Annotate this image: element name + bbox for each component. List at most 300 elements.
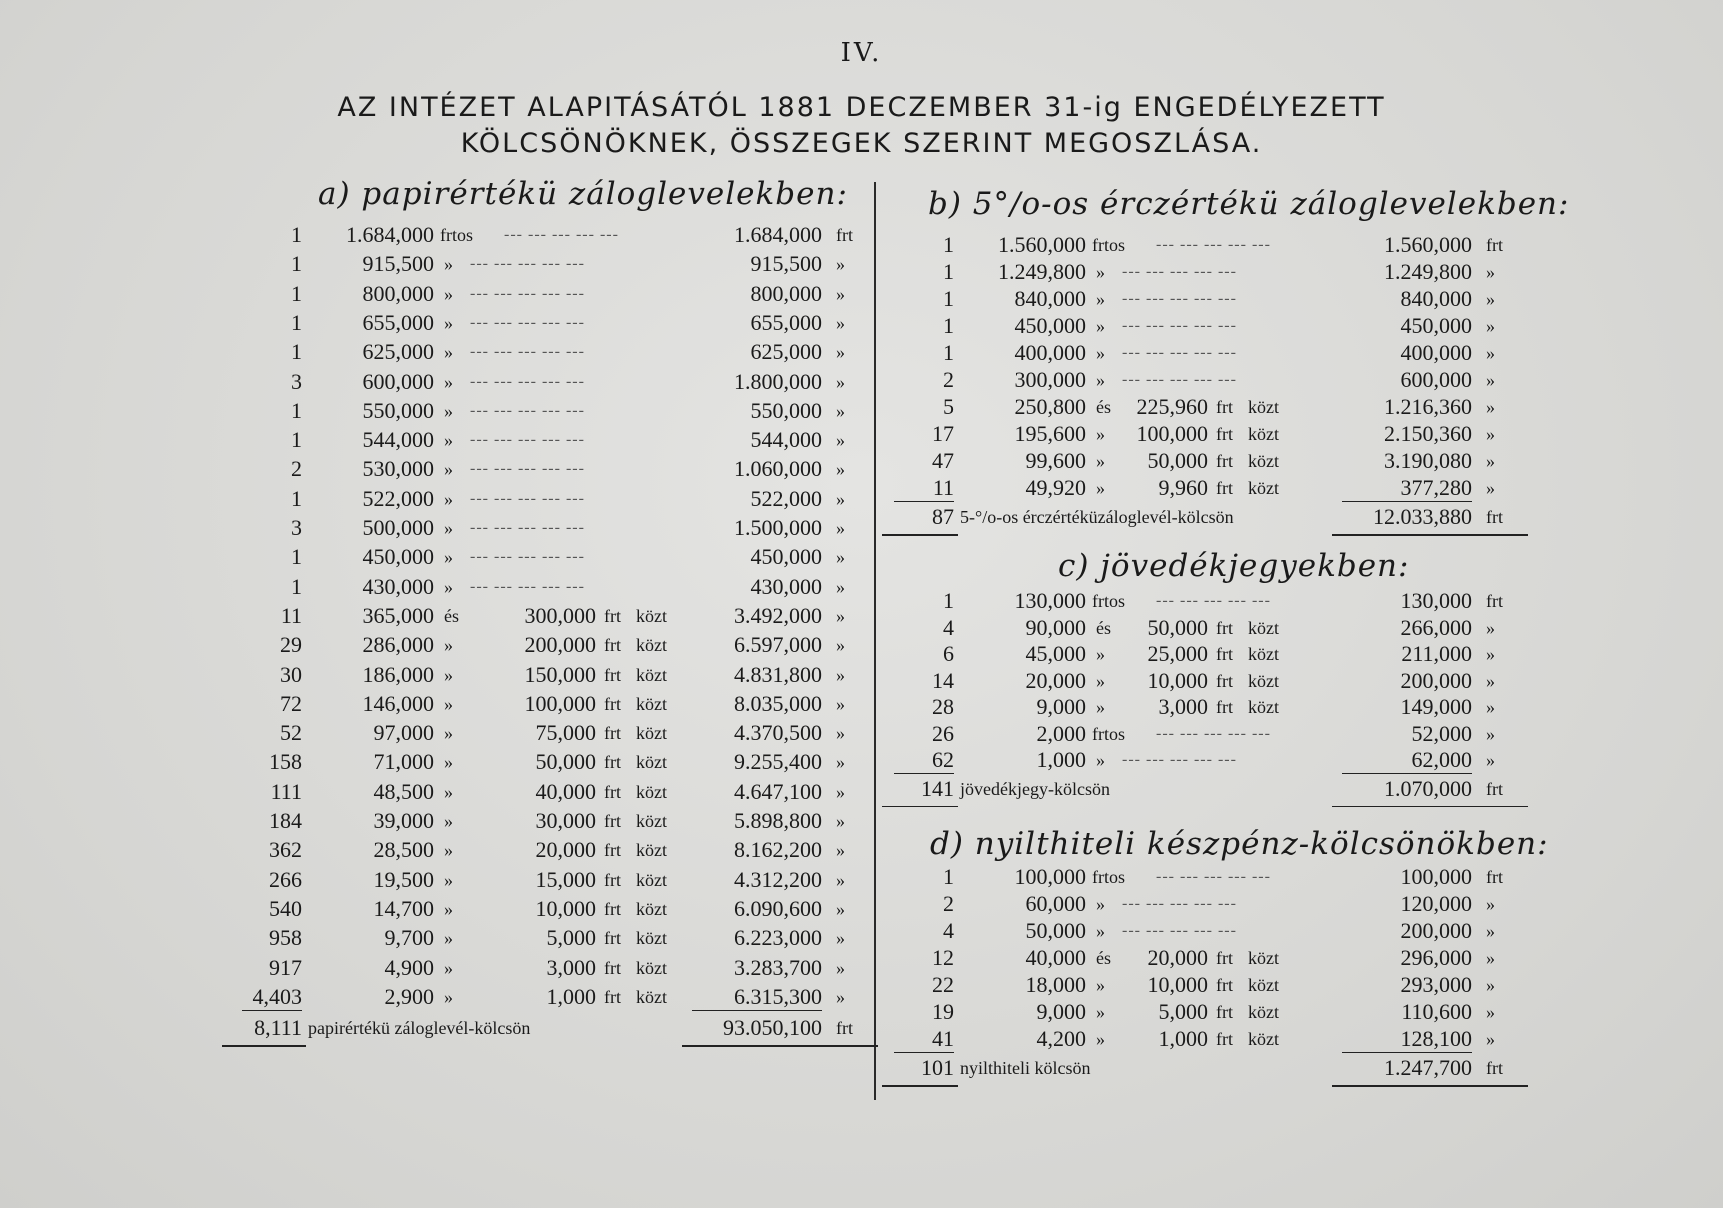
row-amount: 49,920 bbox=[1025, 475, 1086, 500]
row-kozt: közt bbox=[1248, 948, 1279, 968]
row-kind: » bbox=[444, 635, 453, 656]
row-amount: 450,000 bbox=[362, 544, 434, 570]
row-kind: » bbox=[1096, 370, 1105, 390]
row-amount: 186,000 bbox=[362, 661, 434, 687]
row-leader-dots: --- --- --- --- --- bbox=[470, 284, 585, 302]
row-amount: 450,000 bbox=[1014, 313, 1086, 338]
row-upper-amount: 1,000 bbox=[546, 983, 596, 1009]
row-kind: » bbox=[444, 547, 453, 568]
row-frt: frt bbox=[604, 986, 621, 1007]
row-amount: 90,000 bbox=[1025, 614, 1086, 640]
table-row bbox=[0, 588, 1723, 616]
row-kind: » bbox=[444, 928, 453, 949]
row-total: 3.283,700 bbox=[734, 954, 822, 980]
row-unit: » bbox=[1486, 289, 1495, 309]
row-upper-amount: 5,000 bbox=[546, 925, 596, 951]
total-rule-left bbox=[882, 806, 958, 808]
row-total: 200,000 bbox=[1400, 918, 1472, 943]
row-kind: » bbox=[444, 898, 453, 919]
total-row bbox=[0, 504, 1723, 532]
row-total: 840,000 bbox=[1400, 286, 1472, 311]
row-frt: frt bbox=[604, 957, 621, 978]
row-frt: frt bbox=[1216, 975, 1233, 995]
row-leader-dots: --- --- --- --- --- bbox=[470, 372, 585, 390]
row-amount: 550,000 bbox=[362, 397, 434, 423]
row-count: 11 bbox=[894, 475, 954, 502]
row-leader-dots: --- --- --- --- --- bbox=[1156, 592, 1271, 609]
row-leader-dots: --- --- --- --- --- bbox=[470, 313, 585, 331]
row-kind: és bbox=[1096, 948, 1111, 968]
row-count: 111 bbox=[270, 778, 302, 804]
row-count: 1 bbox=[291, 544, 302, 570]
total-count: 87 bbox=[932, 504, 954, 529]
row-total: 6.315,300 bbox=[692, 984, 822, 1011]
row-kind: » bbox=[1096, 670, 1105, 691]
row-count: 14 bbox=[932, 667, 954, 693]
row-leader-dots: --- --- --- --- --- bbox=[1122, 317, 1237, 334]
row-unit: » bbox=[1486, 1002, 1495, 1022]
row-upper-amount: 10,000 bbox=[1147, 972, 1208, 997]
row-frt: frt bbox=[604, 811, 621, 831]
row-frt: frt bbox=[604, 664, 621, 685]
row-unit: » bbox=[836, 400, 845, 421]
row-unit: » bbox=[836, 547, 845, 568]
row-count: 1 bbox=[291, 573, 302, 599]
row-unit: » bbox=[1486, 697, 1495, 717]
row-amount: 99,600 bbox=[1025, 448, 1086, 473]
row-count: 1 bbox=[943, 313, 954, 338]
row-count: 958 bbox=[269, 925, 302, 951]
row-unit: » bbox=[1486, 1029, 1495, 1049]
row-upper-amount: 9,960 bbox=[1158, 475, 1208, 500]
row-count: 1 bbox=[291, 222, 302, 247]
page-number: IV. bbox=[840, 38, 883, 68]
row-frt: frt bbox=[604, 635, 621, 656]
row-frt: frt bbox=[1216, 397, 1233, 417]
row-unit: frt bbox=[836, 225, 853, 245]
row-amount: 100,000 bbox=[1014, 864, 1086, 889]
row-amount: 9,700 bbox=[384, 925, 434, 951]
row-count: 1 bbox=[291, 251, 302, 277]
row-amount: 71,000 bbox=[373, 749, 434, 775]
row-count: 158 bbox=[269, 749, 302, 775]
row-kozt: közt bbox=[636, 811, 667, 831]
row-total: 3.492,000 bbox=[734, 602, 822, 628]
row-kind: és bbox=[1096, 617, 1111, 638]
row-upper-amount: 75,000 bbox=[535, 720, 596, 746]
row-frt: frt bbox=[1216, 948, 1233, 968]
row-frt: frt bbox=[604, 693, 621, 714]
total-rule-left bbox=[882, 534, 958, 536]
row-upper-amount: 10,000 bbox=[535, 895, 596, 921]
row-total: 655,000 bbox=[750, 309, 822, 335]
row-kind: » bbox=[444, 576, 453, 597]
row-count: 30 bbox=[280, 661, 302, 687]
row-amount: 544,000 bbox=[362, 427, 434, 453]
row-total: 52,000 bbox=[1411, 720, 1472, 746]
row-count: 28 bbox=[932, 694, 954, 719]
row-leader-dots: --- --- --- --- --- bbox=[1122, 751, 1237, 768]
row-count: 1 bbox=[943, 340, 954, 365]
row-count: 12 bbox=[932, 945, 954, 970]
row-leader-dots: --- --- --- --- --- bbox=[470, 577, 585, 595]
row-kozt: közt bbox=[636, 635, 667, 656]
row-unit: » bbox=[1486, 644, 1495, 664]
table-row bbox=[0, 864, 1723, 892]
row-leader-dots: --- --- --- --- --- bbox=[470, 489, 585, 507]
row-count: 266 bbox=[269, 866, 302, 892]
row-total: 128,100 bbox=[1342, 1026, 1472, 1053]
row-kozt: közt bbox=[636, 781, 667, 802]
row-total: 110,600 bbox=[1401, 999, 1472, 1024]
row-kozt: közt bbox=[1248, 424, 1279, 444]
row-count: 1 bbox=[943, 259, 954, 284]
row-amount: 97,000 bbox=[373, 720, 434, 746]
row-kind: » bbox=[444, 254, 453, 275]
row-leader-dots: --- --- --- --- --- bbox=[1156, 236, 1271, 253]
table-row bbox=[0, 259, 1723, 287]
row-kozt: közt bbox=[1248, 670, 1279, 691]
table-row bbox=[0, 544, 1723, 572]
row-unit: » bbox=[836, 898, 845, 919]
row-unit: » bbox=[836, 342, 845, 363]
row-kind: » bbox=[1096, 697, 1105, 717]
section-c-title: c) jövedékjegyekben: bbox=[1058, 548, 1410, 584]
row-total: 4.831,800 bbox=[734, 661, 822, 687]
row-frt: frt bbox=[604, 752, 621, 773]
row-amount: 14,700 bbox=[373, 895, 434, 921]
row-upper-amount: 200,000 bbox=[524, 632, 596, 658]
row-amount: 2,000 bbox=[1036, 720, 1086, 746]
row-unit: » bbox=[836, 811, 845, 831]
row-count: 1 bbox=[291, 339, 302, 365]
row-kind: » bbox=[444, 371, 453, 392]
row-kind: frtos bbox=[440, 225, 473, 245]
row-frt: frt bbox=[604, 781, 621, 802]
row-unit: » bbox=[836, 430, 845, 451]
row-total: 8.162,200 bbox=[734, 837, 822, 863]
row-count: 1 bbox=[943, 864, 954, 889]
row-kind: » bbox=[444, 312, 453, 333]
row-total: 3.190,080 bbox=[1384, 448, 1472, 473]
row-unit: » bbox=[836, 869, 845, 890]
row-unit: » bbox=[836, 957, 845, 978]
row-total: 6.090,600 bbox=[734, 895, 822, 921]
row-count: 1 bbox=[291, 397, 302, 423]
row-amount: 1.684,000 bbox=[346, 222, 434, 247]
row-count: 22 bbox=[932, 972, 954, 997]
row-kind: » bbox=[444, 811, 453, 831]
row-total: 130,000 bbox=[1400, 588, 1472, 613]
row-unit: » bbox=[1486, 975, 1495, 995]
row-total: 1.216,360 bbox=[1384, 394, 1472, 419]
row-upper-amount: 3,000 bbox=[546, 954, 596, 980]
row-kozt: közt bbox=[636, 986, 667, 1007]
row-total: 6.597,000 bbox=[734, 632, 822, 658]
row-unit: » bbox=[836, 781, 845, 802]
row-amount: 600,000 bbox=[362, 368, 434, 394]
row-kind: frtos bbox=[1092, 867, 1125, 887]
row-amount: 840,000 bbox=[1014, 286, 1086, 311]
row-total: 400,000 bbox=[1400, 340, 1472, 365]
row-upper-amount: 225,960 bbox=[1136, 394, 1208, 419]
row-unit: » bbox=[1486, 670, 1495, 691]
row-frt: frt bbox=[1216, 1029, 1233, 1049]
row-kozt: közt bbox=[1248, 478, 1279, 498]
row-count: 184 bbox=[269, 808, 302, 833]
row-total: 450,000 bbox=[1400, 313, 1472, 338]
section-a-title: a) papirértékü záloglevelekben: bbox=[318, 176, 848, 212]
row-total: 1.684,000 bbox=[734, 222, 822, 247]
row-kind: » bbox=[1096, 289, 1105, 309]
row-count: 19 bbox=[932, 999, 954, 1024]
row-total: 120,000 bbox=[1400, 891, 1472, 916]
row-total: 544,000 bbox=[750, 427, 822, 453]
row-kind: » bbox=[1096, 1029, 1105, 1049]
total-rule-left bbox=[882, 1085, 958, 1087]
row-amount: 300,000 bbox=[1014, 367, 1086, 392]
total-label: papirértékü záloglevél-kölcsön bbox=[308, 1018, 531, 1039]
total-amount: 12.033,880 bbox=[1373, 504, 1472, 529]
row-upper-amount: 25,000 bbox=[1147, 641, 1208, 666]
row-kind: » bbox=[1096, 451, 1105, 471]
row-amount: 286,000 bbox=[362, 632, 434, 658]
row-total: 211,000 bbox=[1401, 641, 1472, 666]
row-frt: frt bbox=[1216, 617, 1233, 638]
row-amount: 40,000 bbox=[1025, 945, 1086, 970]
row-frt: frt bbox=[604, 723, 621, 744]
row-count: 1 bbox=[291, 427, 302, 453]
row-total: 430,000 bbox=[750, 573, 822, 599]
row-kind: » bbox=[444, 459, 453, 480]
row-unit: » bbox=[836, 693, 845, 714]
row-unit: » bbox=[1486, 617, 1495, 638]
row-count: 47 bbox=[932, 448, 954, 473]
row-count: 1 bbox=[291, 280, 302, 306]
row-total: 266,000 bbox=[1400, 614, 1472, 640]
row-count: 17 bbox=[932, 421, 954, 446]
row-frt: frt bbox=[604, 898, 621, 919]
total-unit: frt bbox=[1486, 778, 1503, 799]
row-unit: » bbox=[1486, 451, 1495, 471]
row-total: 200,000 bbox=[1400, 667, 1472, 693]
row-amount: 530,000 bbox=[362, 456, 434, 482]
row-unit: » bbox=[836, 723, 845, 744]
row-kozt: közt bbox=[636, 898, 667, 919]
section-b-title: b) 5°/o-os érczértékü záloglevelekben: bbox=[928, 186, 1570, 222]
row-total: 2.150,360 bbox=[1384, 421, 1472, 446]
row-kind: » bbox=[444, 781, 453, 802]
row-amount: 19,500 bbox=[373, 866, 434, 892]
row-frt: frt bbox=[604, 928, 621, 949]
total-row bbox=[0, 1055, 1723, 1083]
row-kind: » bbox=[444, 400, 453, 421]
row-count: 52 bbox=[280, 720, 302, 746]
row-amount: 1,000 bbox=[1036, 747, 1086, 772]
row-kozt: közt bbox=[1248, 397, 1279, 417]
row-count: 41 bbox=[894, 1026, 954, 1053]
row-count: 1 bbox=[943, 286, 954, 311]
row-unit: » bbox=[836, 371, 845, 392]
row-amount: 48,500 bbox=[373, 778, 434, 804]
row-kind: és bbox=[444, 605, 459, 626]
row-kind: » bbox=[444, 986, 453, 1007]
row-count: 6 bbox=[943, 641, 954, 666]
row-kind: » bbox=[1096, 894, 1105, 914]
row-kind: » bbox=[444, 664, 453, 685]
row-amount: 20,000 bbox=[1025, 667, 1086, 693]
row-leader-dots: --- --- --- --- --- bbox=[1122, 290, 1237, 307]
row-unit: » bbox=[836, 986, 845, 1007]
row-total: 377,280 bbox=[1342, 475, 1472, 502]
row-kind: » bbox=[444, 430, 453, 451]
row-unit: » bbox=[1486, 397, 1495, 417]
row-total: 293,000 bbox=[1400, 972, 1472, 997]
row-kozt: közt bbox=[1248, 1002, 1279, 1022]
row-kind: frtos bbox=[1092, 591, 1125, 611]
row-upper-amount: 3,000 bbox=[1158, 694, 1208, 719]
row-unit: » bbox=[1486, 894, 1495, 914]
row-kind: » bbox=[1096, 921, 1105, 941]
row-count: 2 bbox=[291, 456, 302, 482]
row-amount: 655,000 bbox=[362, 309, 434, 335]
total-count: 141 bbox=[921, 775, 954, 801]
row-count: 29 bbox=[280, 632, 302, 658]
row-total: 1.560,000 bbox=[1384, 232, 1472, 257]
row-upper-amount: 300,000 bbox=[524, 602, 596, 628]
row-kind: » bbox=[1096, 424, 1105, 444]
total-unit: frt bbox=[1486, 1058, 1503, 1078]
row-frt: frt bbox=[1216, 478, 1233, 498]
row-count: 26 bbox=[932, 720, 954, 746]
row-amount: 365,000 bbox=[362, 602, 434, 628]
row-unit: » bbox=[836, 635, 845, 656]
row-kind: » bbox=[1096, 478, 1105, 498]
table-row bbox=[0, 891, 1723, 919]
row-total: 4.312,200 bbox=[734, 866, 822, 892]
row-unit: » bbox=[836, 459, 845, 480]
row-kozt: közt bbox=[636, 664, 667, 685]
row-kozt: közt bbox=[636, 723, 667, 744]
row-count: 362 bbox=[269, 837, 302, 863]
row-total: 1.249,800 bbox=[1384, 259, 1472, 284]
total-rule-right bbox=[1332, 534, 1528, 536]
row-upper-amount: 15,000 bbox=[535, 866, 596, 892]
row-total: 62,000 bbox=[1342, 747, 1472, 774]
row-amount: 1.249,800 bbox=[998, 259, 1086, 284]
row-amount: 1.560,000 bbox=[998, 232, 1086, 257]
row-total: 915,500 bbox=[750, 251, 822, 277]
row-upper-amount: 100,000 bbox=[524, 690, 596, 716]
row-total: 149,000 bbox=[1400, 694, 1472, 719]
row-leader-dots: --- --- --- --- --- bbox=[1122, 344, 1237, 361]
row-unit: » bbox=[1486, 370, 1495, 390]
row-amount: 2,900 bbox=[384, 983, 434, 1009]
row-frt: frt bbox=[1216, 424, 1233, 444]
table-row bbox=[0, 615, 1723, 643]
row-leader-dots: --- --- --- --- --- bbox=[470, 401, 585, 419]
table-row bbox=[0, 232, 1723, 260]
row-frt: frt bbox=[604, 869, 621, 890]
row-total: 6.223,000 bbox=[734, 925, 822, 951]
row-total: 600,000 bbox=[1400, 367, 1472, 392]
row-unit: » bbox=[1486, 921, 1495, 941]
row-unit: » bbox=[1486, 343, 1495, 363]
row-unit: » bbox=[1486, 750, 1495, 770]
total-label: jövedékjegy-kölcsön bbox=[960, 778, 1110, 799]
row-unit: » bbox=[1486, 424, 1495, 444]
row-upper-amount: 30,000 bbox=[535, 808, 596, 833]
table-row bbox=[0, 747, 1723, 775]
row-count: 2 bbox=[943, 367, 954, 392]
row-leader-dots: --- --- --- --- --- bbox=[1122, 922, 1237, 939]
row-frt: frt bbox=[1216, 1002, 1233, 1022]
row-amount: 500,000 bbox=[362, 515, 434, 540]
total-unit: frt bbox=[836, 1018, 853, 1039]
row-leader-dots: --- --- --- --- --- bbox=[1122, 895, 1237, 912]
row-frt: frt bbox=[1216, 697, 1233, 717]
row-count: 1 bbox=[943, 588, 954, 613]
row-kozt: közt bbox=[636, 693, 667, 714]
row-total: 625,000 bbox=[750, 339, 822, 365]
table-row bbox=[0, 668, 1723, 696]
row-count: 917 bbox=[269, 954, 302, 980]
table-row bbox=[0, 394, 1723, 422]
row-unit: » bbox=[836, 518, 845, 538]
row-total: 522,000 bbox=[750, 485, 822, 511]
row-kind: » bbox=[1096, 343, 1105, 363]
row-leader-dots: --- --- --- --- --- bbox=[470, 519, 585, 536]
table-row bbox=[0, 972, 1723, 1000]
table-row bbox=[0, 340, 1723, 368]
row-count: 5 bbox=[943, 394, 954, 419]
row-frt: frt bbox=[1216, 670, 1233, 691]
title-line-1: AZ INTÉZET ALAPITÁSÁTÓL 1881 DECZEMBER 31-ig ENGEDÉLYEZETT bbox=[337, 92, 1386, 123]
row-upper-amount: 40,000 bbox=[535, 778, 596, 804]
row-leader-dots: --- --- --- --- --- bbox=[470, 548, 585, 566]
row-upper-amount: 20,000 bbox=[1147, 945, 1208, 970]
row-kozt: közt bbox=[1248, 451, 1279, 471]
row-unit: frt bbox=[1486, 235, 1503, 255]
row-kind: » bbox=[1096, 316, 1105, 336]
row-kind: » bbox=[444, 840, 453, 861]
row-amount: 4,200 bbox=[1036, 1026, 1086, 1051]
row-unit: » bbox=[836, 840, 845, 861]
table-row bbox=[0, 641, 1723, 669]
row-total: 550,000 bbox=[750, 397, 822, 423]
row-upper-amount: 50,000 bbox=[1147, 448, 1208, 473]
row-total: 100,000 bbox=[1400, 864, 1472, 889]
row-amount: 625,000 bbox=[362, 339, 434, 365]
row-upper-amount: 5,000 bbox=[1158, 999, 1208, 1024]
row-leader-dots: --- --- --- --- --- bbox=[470, 431, 585, 449]
row-amount: 130,000 bbox=[1014, 588, 1086, 613]
row-amount: 400,000 bbox=[1014, 340, 1086, 365]
row-amount: 50,000 bbox=[1025, 918, 1086, 943]
row-total: 4.647,100 bbox=[734, 778, 822, 804]
row-leader-dots: --- --- --- --- --- bbox=[470, 255, 585, 273]
row-kind: » bbox=[444, 342, 453, 363]
row-amount: 9,000 bbox=[1036, 999, 1086, 1024]
row-count: 4 bbox=[943, 614, 954, 640]
row-count: 4 bbox=[943, 918, 954, 943]
row-leader-dots: --- --- --- --- --- bbox=[1122, 371, 1237, 388]
row-unit: frt bbox=[1486, 591, 1503, 611]
row-kind: » bbox=[1096, 750, 1105, 770]
row-kind: » bbox=[1096, 1002, 1105, 1022]
row-frt: frt bbox=[1216, 644, 1233, 664]
row-upper-amount: 50,000 bbox=[535, 749, 596, 775]
